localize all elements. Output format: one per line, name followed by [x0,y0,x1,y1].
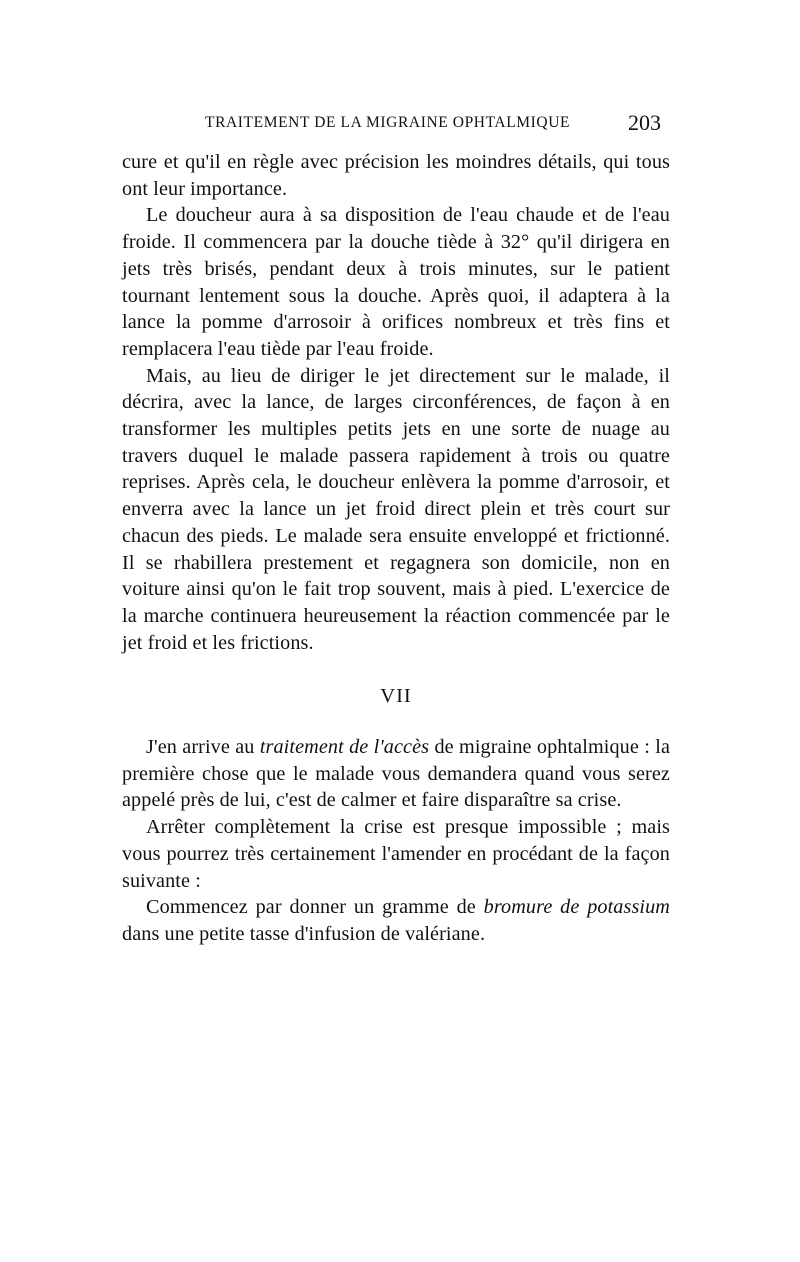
italic-phrase: bromure de potassium [483,896,670,919]
text-run: J'en arrive au [146,736,260,759]
paragraph-bromure [122,894,670,947]
page-number: 203 [628,110,661,135]
paragraph-continued: cure et qu'il en règle avec précision les moindres détails, qui tous ont leur importance. [122,151,670,200]
running-title: TRAITEMENT DE LA MIGRAINE OPHTALMIQUE [205,114,571,131]
body-text [122,149,670,948]
text-run: dans une petite tasse d'infusion de valériane. [122,922,486,945]
paragraph-arreter-crise: Arrêter complètement la crise est presque impossible ; mais vous pourrez très certainement l'amender en procédant de la façon suivante : [122,816,670,892]
section-heading: VII [380,685,412,708]
paragraph-nuage: Mais, au lieu de diriger le jet directement sur le malade, il décrira, avec la lance, de larges circonférences, de façon à en transformer les multiples petits jets en une sorte de nuage au travers duquel le malade passera rapidement à trois ou quatre reprises. Après cela, le doucheur enlèvera la pomme d'arrosoir, et enverra avec la lance un jet froid direct plein et très court sur chacun des pieds. Le malade sera ensuite enveloppé et frictionné. Il se rhabillera prestement et regagnera son domicile, non en voiture ainsi qu'on le fait trop souvent, mais à pied. L'exercice de la marche continuera heureusement la réaction commencée par le jet froid et les frictions. [122,364,670,654]
text-run: de migraine ophtalmique : la première chose que le malade vous demandera quand vous serez appelé près de lui, c'est de calmer et faire disparaître sa crise. [122,736,671,812]
text-run: Commencez par donner un gramme de [146,896,484,919]
italic-phrase: traitement de l'accès [259,736,430,759]
paragraph-traitement-acces [122,734,670,814]
paragraph-douche: Le doucheur aura à sa disposition de l'eau chaude et de l'eau froide. Il commencera par la douche tiède à 32° qu'il dirigera en jets très brisés, pendant deux à trois minutes, sur le patient tournant lentement sous la douche. Après quoi, il adaptera à la lance la pomme d'arrosoir à orifices nombreux et très fins et remplacera l'eau tiède par l'eau froide. [122,204,670,360]
